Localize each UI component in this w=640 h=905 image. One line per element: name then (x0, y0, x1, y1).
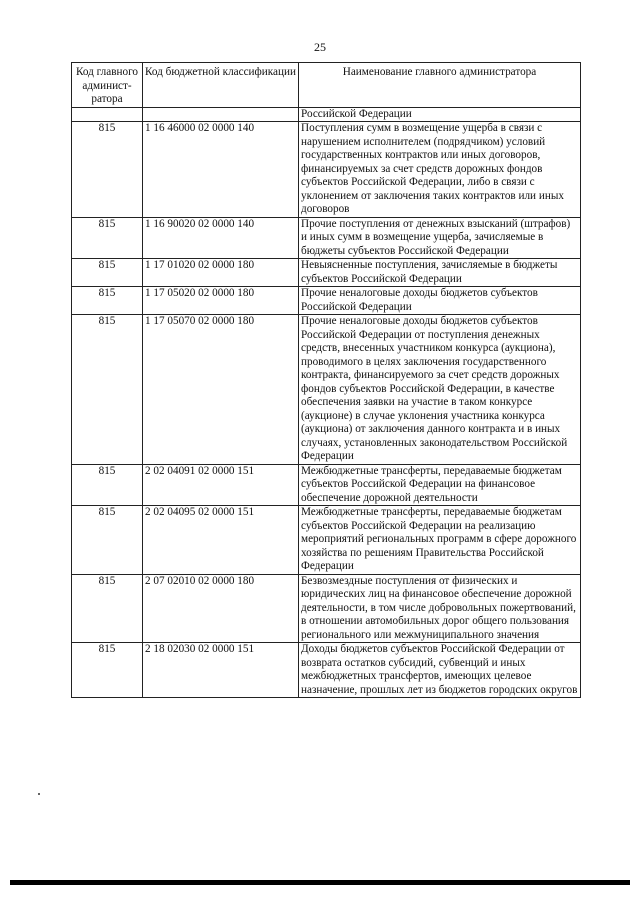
page-number: 25 (314, 40, 326, 54)
continuation-empty-cell (143, 107, 299, 122)
table-row (72, 217, 581, 259)
budget-code-cell: 2 18 02030 02 0000 151 (143, 643, 299, 698)
budget-code-cell: 1 17 05020 02 0000 180 (143, 287, 299, 315)
header-admin-name: Наименование главного администратора (299, 63, 581, 108)
admin-code-cell: 815 (72, 217, 143, 259)
table-row (72, 464, 581, 506)
continuation-name-cell: Российской Федерации (299, 107, 581, 122)
admin-name-cell: Прочие поступления от денежных взысканий (штрафов) и иных сумм в возмещение ущерба, зачисляемые в бюджеты субъектов Российской Федерации (299, 217, 581, 259)
admin-name-cell: Доходы бюджетов субъектов Российской Федерации от возврата остатков субсидий, субвенций и иных межбюджетных трансфертов, имеющих целевое назначение, прошлых лет из бюджетов городских округов (299, 643, 581, 698)
admin-name-cell: Межбюджетные трансферты, передаваемые бюджетам субъектов Российской Федерации на реализацию мероприятий региональных программ в сфере дорожного хозяйства по решениям Правительства Российской Федерации (299, 506, 581, 575)
continuation-row (72, 107, 581, 122)
budget-code-cell: 1 17 05070 02 0000 180 (143, 315, 299, 465)
admin-code-cell: 815 (72, 506, 143, 575)
budget-code-cell: 2 02 04095 02 0000 151 (143, 506, 299, 575)
table-row (72, 643, 581, 698)
admin-code-cell: 815 (72, 574, 143, 643)
footer-scan-bar (10, 880, 630, 885)
table-row (72, 259, 581, 287)
admin-name-cell: Прочие неналоговые доходы бюджетов субъектов Российской Федерации (299, 287, 581, 315)
continuation-empty-cell (72, 107, 143, 122)
budget-code-cell: 2 07 02010 02 0000 180 (143, 574, 299, 643)
table-header-row (72, 63, 581, 108)
budget-code-cell: 1 17 01020 02 0000 180 (143, 259, 299, 287)
table-row (72, 122, 581, 218)
budget-code-cell: 1 16 90020 02 0000 140 (143, 217, 299, 259)
table-row (72, 506, 581, 575)
admin-code-cell: 815 (72, 315, 143, 465)
admin-name-cell: Невыясненные поступления, зачисляемые в бюджеты субъектов Российской Федерации (299, 259, 581, 287)
header-admin-code: Код главного админист- ратора (72, 63, 143, 108)
admin-code-cell: 815 (72, 464, 143, 506)
admin-code-cell: 815 (72, 287, 143, 315)
budget-code-cell: 1 16 46000 02 0000 140 (143, 122, 299, 218)
admin-name-cell: Межбюджетные трансферты, передаваемые бюджетам субъектов Российской Федерации на финансовое обеспечение дорожной деятельности (299, 464, 581, 506)
table-row (72, 574, 581, 643)
budget-revenue-table (71, 62, 581, 698)
table-row (72, 315, 581, 465)
table-row (72, 287, 581, 315)
admin-code-cell: 815 (72, 643, 143, 698)
admin-code-cell: 815 (72, 122, 143, 218)
admin-name-cell: Прочие неналоговые доходы бюджетов субъектов Российской Федерации от поступления денежных средств, внесенных участником конкурса (аукциона), проводимого в целях заключения государственного контракта, финансируемого за счет средств дорожных фондов субъектов Российской Федерации, в качестве обеспечения заявки на участие в таком конкурсе (аукционе) в случае уклонения участника конкурса (аукциона) от заключения данного контракта и в иных случаях, установленных законодательством Российской Федерации (299, 315, 581, 465)
margin-dot (38, 793, 40, 795)
admin-name-cell: Безвозмездные поступления от физических и юридических лиц на финансовое обеспечение дорожной деятельности, в том числе добровольных пожертвований, в отношении автомобильных дорог общего пользования регионального или межмуниципального значения (299, 574, 581, 643)
admin-name-cell: Поступления сумм в возмещение ущерба в связи с нарушением исполнителем (подрядчиком) условий государственных контрактов или иных договоров, финансируемых за счет средств дорожных фондов субъектов Российской Федерации, либо в связи с уклонением от заключения таких контрактов или иных договоров (299, 122, 581, 218)
budget-code-cell: 2 02 04091 02 0000 151 (143, 464, 299, 506)
header-budget-code: Код бюджетной классификации (143, 63, 299, 108)
admin-code-cell: 815 (72, 259, 143, 287)
